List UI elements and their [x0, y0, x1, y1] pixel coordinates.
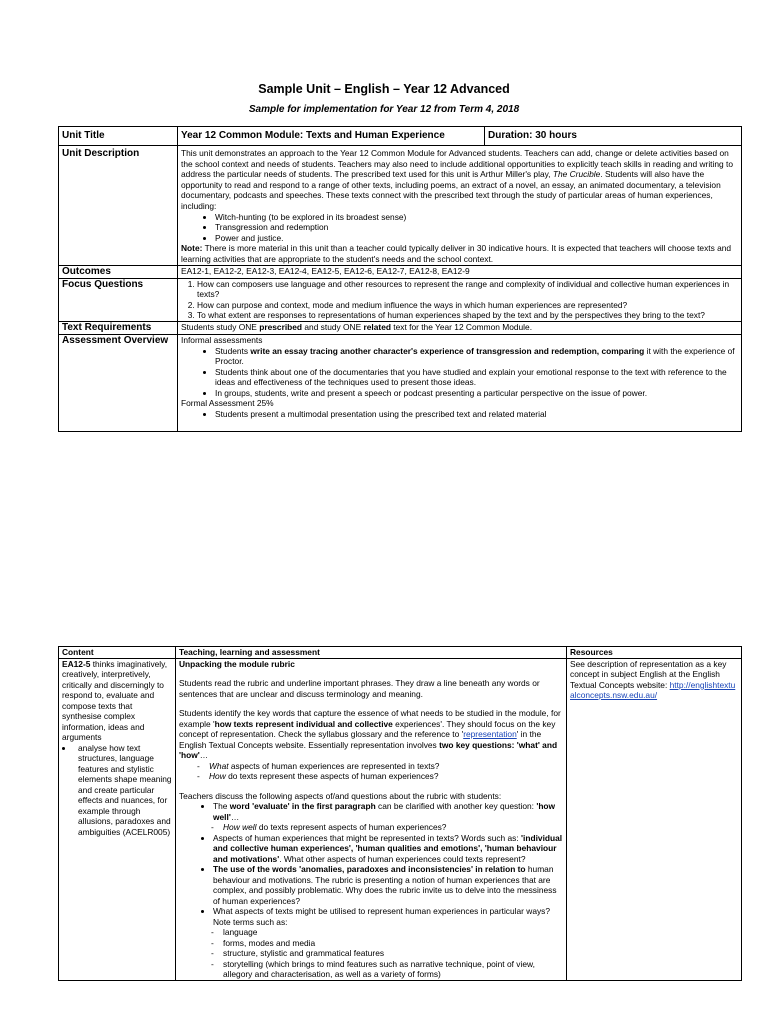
informal-heading: Informal assessments — [181, 334, 263, 345]
assessment-overview — [178, 334, 742, 431]
p2d: ' in the English Textual Concepts website. Essentially representation involves — [179, 729, 542, 750]
unit-description — [178, 146, 742, 266]
dash-item — [209, 761, 563, 772]
informal-item: • In groups, students, write and present a speech or podcast presenting a particular perspective on the issue of power. — [215, 388, 738, 399]
rubric-item — [213, 833, 563, 865]
p2e: two key questions: 'what' and 'how' — [179, 739, 558, 760]
content-cell — [59, 658, 176, 980]
p2c: experiences'. They should focus on the key concept of representation. Check the syllabus glossary and the reference to ' — [179, 718, 556, 739]
b1e: … — [230, 811, 240, 822]
dash2b: do texts represent these aspects of human experiences? — [225, 771, 439, 781]
section-heading: Unpacking the module rubric — [179, 658, 295, 669]
b1b: word 'evaluate' in the first paragraph — [229, 801, 376, 811]
teaching-cell — [176, 658, 567, 980]
p2b: how texts represent individual and collective — [214, 718, 393, 729]
unit-title-value: Year 12 Common Module: Texts and Human Experience — [178, 127, 485, 146]
b3a: The use of the words 'anomalies, paradoxes and inconsistencies' in relation to — [213, 864, 526, 874]
informal-1b: write an essay tracing another character's experience of transgression and redemption, comparing — [250, 345, 645, 356]
b1d: 'how well' — [213, 801, 556, 822]
formal-heading: Formal Assessment 25% — [181, 398, 274, 409]
formal-item: • Students present a multimodal presentation using the prescribed text and related material — [215, 409, 738, 420]
resources-cell — [567, 658, 742, 980]
outcome-text: thinks imaginatively, creatively, interpretively, critically and discerningly to respond to, evaluate and compose texts that synthesise complex information, ideas and arguments — [62, 658, 168, 742]
informal-1a: Students — [215, 345, 251, 356]
dash-item: - structure, stylistic and grammatical features — [223, 948, 563, 959]
b1a: The — [213, 801, 230, 811]
desc-play-title: The Crucible — [552, 169, 601, 180]
focus-question: 2. How can purpose and context, mode and medium influence the ways in which human experiences are represented? — [197, 300, 738, 311]
outcomes-value: EA12-1, EA12-2, EA12-3, EA12-4, EA12-5, EA12-6, EA12-7, EA12-8, EA12-9 — [178, 265, 742, 278]
paragraph: Students read the rubric and underline important phrases. They draw a line beneath any words or sentences that are unclear and discuss terminology and meaning. — [179, 678, 540, 699]
b4: What aspects of texts might be utilised to represent human experiences in particular ways? Note terms such as: — [213, 906, 551, 927]
text-req-e: text for the Year 12 Common Module. — [390, 321, 533, 332]
p2f: … — [199, 750, 209, 760]
b2b: 'individual and collective human experiences', 'human qualities and emotions', 'human behaviour and motivations' — [213, 832, 563, 864]
rubric-item — [213, 906, 563, 980]
desc-text-a: This unit demonstrates an approach to the Year 12 Common Module for Advanced students. Teachers can add, change or delete activities based on the school context and needs of students. Teachers may also need to include additional opportunities to explicitly teach skills in reading and writing to address the particular needs of students. The prescribed text used for this unit is Arthur Miller's play, — [181, 148, 733, 180]
teaching-table — [58, 646, 742, 981]
unit-duration: Duration: 30 hours — [485, 127, 742, 146]
content-bullet: • analyse how text structures, language features and stylistic elements shape meaning and create particular effects and nuances, for example through allusions, paradoxes and ambiguities (ACELR005) — [74, 743, 172, 838]
paragraph: Teachers discuss the following aspects of/and questions about the rubric with students: — [179, 790, 502, 801]
header-teaching: Teaching, learning and assessment — [176, 647, 567, 659]
b2a: Aspects of human experiences that might be represented in texts? Words such as: — [213, 832, 522, 843]
dash1a: What — [209, 760, 229, 771]
informal-item: • Students think about one of the documentaries that you have studied and explain your emotional response to the text with reference to the ideas and effectiveness of the techniques used to present those ideas. — [215, 367, 738, 388]
desc-bullet: • Power and justice. — [215, 233, 738, 244]
note-label: Note: — [181, 243, 203, 254]
dash1b: aspects of human experiences are represented in texts? — [228, 760, 440, 771]
b1dash-b: do texts represent aspects of human experiences? — [256, 822, 447, 832]
text-requirements-label: Text Requirements — [59, 321, 178, 334]
informal-item — [215, 346, 738, 367]
desc-bullet: • Witch-hunting (to be explored in its broadest sense) — [215, 212, 738, 223]
document-title: Sample Unit – English – Year 12 Advanced — [258, 82, 510, 96]
unit-overview-table — [58, 126, 742, 432]
informal-1c: it with the experience of Proctor. — [215, 345, 735, 367]
dash-item: - language — [223, 927, 563, 938]
text-requirements — [178, 321, 742, 334]
representation-link[interactable]: representation — [463, 729, 517, 739]
desc-bullet: • Transgression and redemption — [215, 222, 738, 233]
b2c: . What other aspects of human experiences could texts represent? — [279, 853, 526, 864]
rubric-item — [213, 801, 563, 833]
assessment-overview-label: Assessment Overview — [59, 334, 178, 431]
b1c: can be clarified with another key question: — [375, 801, 537, 811]
b3b: human behaviour and motivations. The rubric is presenting a notion of human experiences that are complex, and possibly problematic. Why does the rubric invite us to delve into the messiness of human experiences? — [213, 864, 557, 906]
focus-questions-label: Focus Questions — [59, 278, 178, 321]
note-text: There is more material in this unit than a teacher could typically deliver in 30 indicative hours. It is expected that teachers will choose texts and learning activities that are appropriate to the student's needs and the school context. — [181, 243, 732, 264]
header-content: Content — [59, 647, 176, 659]
focus-question: 1. How can composers use language and other resources to represent the range and complexity of individual and collective human experiences in texts? — [197, 279, 738, 300]
unit-title-label: Unit Title — [59, 127, 178, 146]
desc-text-b: . Students will also have the opportunity to read and respond to a range of other texts, including poems, an extract of a novel, an essay, an animated documentary, a television documentary, podcasts and speeches. These texts connect with the prescribed text through the study of particular areas of human experiences, including: — [181, 169, 721, 211]
header-resources: Resources — [567, 647, 742, 659]
text-req-d: related — [363, 321, 391, 332]
unit-description-label: Unit Description — [59, 146, 178, 266]
text-req-b: prescribed — [259, 321, 303, 332]
outcome-code: EA12-5 — [62, 658, 91, 669]
document-subtitle: Sample for implementation for Year 12 from Term 4, 2018 — [248, 104, 520, 115]
dash-item: - storytelling (which brings to mind features such as narrative technique, point of view, allegory and characterisation, as well as a variety of forms) — [223, 959, 563, 980]
focus-question: 3. To what extent are responses to representations of human experiences shaped by the text and by the perspectives they bring to the text? — [197, 310, 738, 321]
rubric-item — [213, 864, 563, 906]
desc-bullet-list — [181, 212, 738, 244]
b1dash-a: How well — [223, 822, 257, 832]
dash-item — [223, 822, 563, 833]
text-req-c: and study ONE — [302, 321, 364, 332]
dash-item: - forms, modes and media — [223, 938, 563, 949]
outcomes-label: Outcomes — [59, 265, 178, 278]
english-textual-concepts-link[interactable]: http://englishtextualconcepts.nsw.edu.au/ — [570, 679, 736, 700]
resources-text: See description of representation as a key concept in subject English at the English Textual Concepts website: — [570, 658, 727, 690]
focus-questions — [178, 278, 742, 321]
text-req-a: Students study ONE — [181, 321, 260, 332]
desc-note — [181, 243, 738, 264]
paragraph — [179, 708, 563, 761]
dash2a: How — [209, 771, 226, 781]
p2a: Students identify the key words that capture the essence of what needs to be studied in the module, for example ' — [179, 708, 561, 729]
dash-item — [209, 771, 563, 782]
